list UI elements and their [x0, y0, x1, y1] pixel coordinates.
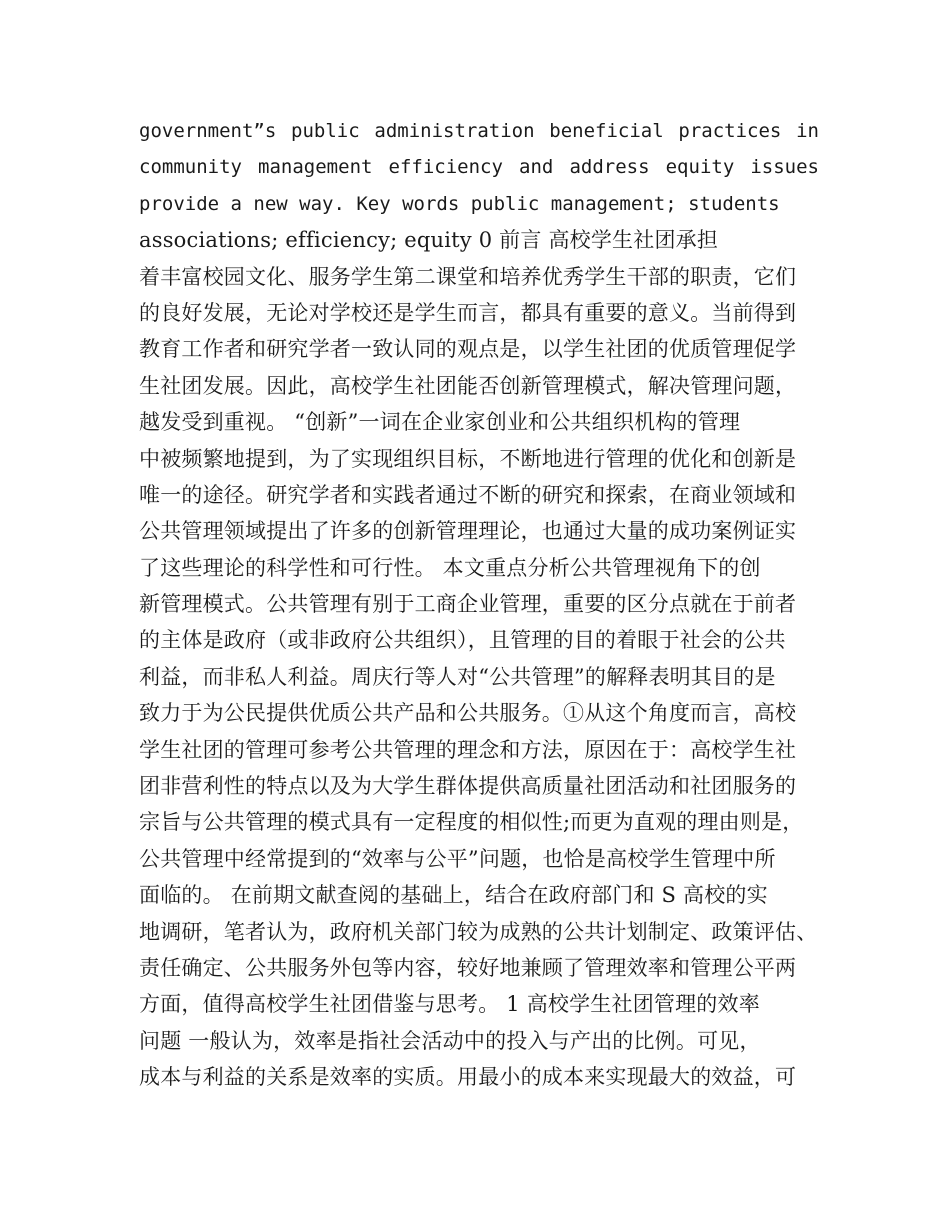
- text-line: 的主体是政府（或非政府公共组织），且管理的目的着眼于社会的公共: [139, 628, 786, 653]
- text-line: 团非营利性的特点以及为大学生群体提供高质量社团活动和社团服务的: [139, 774, 797, 799]
- text-line: 问题 一般认为，效率是指社会活动中的投入与产出的比例。可见，: [139, 1028, 761, 1053]
- text-line: 方面，值得高校学生社团借鉴与思考。 1 高校学生社团管理的效率: [139, 992, 760, 1017]
- text-line: 越发受到重视。 “创新”一词在企业家创业和公共组织机构的管理: [139, 410, 741, 435]
- text-line: community management efficiency and address equity issues: [139, 156, 819, 179]
- text-line: 地调研，笔者认为，政府机关部门较为成熟的公共计划制定、政策评估、: [139, 919, 818, 944]
- text-line: 新管理模式。公共管理有别于工商企业管理，重要的区分点就在于前者: [139, 592, 797, 617]
- text-line: 了这些理论的科学性和可行性。 本文重点分析公共管理视角下的创: [139, 555, 761, 580]
- text-line: 责任确定、公共服务外包等内容，较好地兼顾了管理效率和管理公平两: [139, 955, 797, 980]
- text-line: 公共管理中经常提到的“效率与公平”问题，也恰是高校学生管理中所: [139, 846, 776, 871]
- text-line: 教育工作者和研究学者一致认同的观点是，以学生社团的优质管理促学: [139, 337, 797, 362]
- text-line: 宗旨与公共管理的模式具有一定程度的相似性;而更为直观的理由则是，: [139, 810, 804, 835]
- text-line: 中被频繁地提到，为了实现组织目标，不断地进行管理的优化和创新是: [139, 446, 797, 471]
- text-line: associations; efficiency; equity 0 前言 高校学生社团承担: [139, 228, 719, 253]
- text-line: 的良好发展，无论对学校还是学生而言，都具有重要的意义。当前得到: [139, 300, 797, 325]
- text-line: 学生社团的管理可参考公共管理的理念和方法，原因在于：高校学生社: [139, 737, 797, 762]
- text-line: provide a new way. Key words public management; students: [139, 192, 780, 215]
- text-line: 唯一的途径。研究学者和实践者通过不断的研究和探索，在商业领域和: [139, 482, 797, 507]
- text-line: 着丰富校园文化、服务学生第二课堂和培养优秀学生干部的职责，它们: [139, 264, 797, 289]
- text-line: 生社团发展。因此，高校学生社团能否创新管理模式，解决管理问题，: [139, 373, 797, 398]
- text-line: 面临的。 在前期文献查阅的基础上，结合在政府部门和 S 高校的实: [139, 883, 768, 908]
- text-line: 公共管理领域提出了许多的创新管理理论，也通过大量的成功案例证实: [139, 519, 797, 544]
- text-line: 利益，而非私人利益。周庆行等人对“公共管理”的解释表明其目的是: [139, 664, 776, 689]
- body-text: [139, 113, 819, 1096]
- text-line: government”s public administration beneficial practices in: [139, 120, 819, 142]
- text-line: 成本与利益的关系是效率的实质。用最小的成本来实现最大的效益，可: [139, 1065, 797, 1090]
- text-line: 致力于为公民提供优质公共产品和公共服务。①从这个角度而言，高校: [139, 701, 797, 726]
